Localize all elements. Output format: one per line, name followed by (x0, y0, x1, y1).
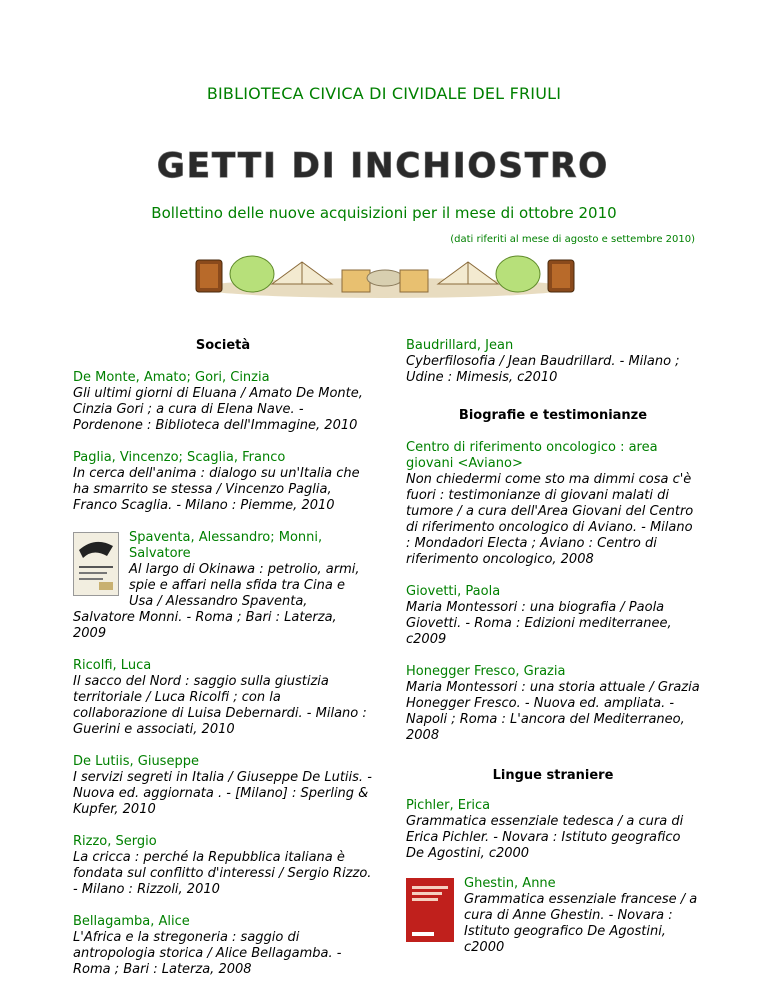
entry-title: Grammatica essenziale tedesca / a cura di Erica Pichler. - Novara : Istituto geografico De Agostini, c2000 (406, 814, 684, 861)
library-name: BIBLIOTECA CIVICA DI CIVIDALE DEL FRIULI (206, 84, 562, 103)
book-cover-okinawa-image (73, 532, 119, 596)
bulletin-subtitle: Bollettino delle nuove acquisizioni per il mese di ottobre 2010 (151, 204, 617, 222)
entry-author: Baudrillard, Jean (406, 338, 514, 353)
list-item (73, 914, 373, 978)
entry-author: Centro di riferimento oncologico : area giovani <Aviano> (406, 440, 658, 471)
entry-author: Paglia, Vincenzo; Scaglia, Franco (73, 450, 286, 465)
list-item (406, 338, 700, 386)
left-column (73, 338, 373, 978)
list-item (73, 658, 373, 738)
list-item (73, 530, 373, 642)
list-item (73, 834, 373, 898)
right-column (406, 338, 700, 956)
getti-di-inchiostro-logo (88, 144, 678, 184)
entry-author: De Monte, Amato; Gori, Cinzia (73, 370, 270, 385)
list-item (73, 370, 373, 434)
entry-title: La cricca : perché la Repubblica italiana è fondata sul conflitto d'interessi / Sergio Rizzo. - Milano : Rizzoli, 2010 (73, 850, 372, 897)
section-heading-biografie: Biografie e testimonianze (458, 408, 648, 423)
entry-title: Maria Montessori : una biografia / Paola Giovetti. - Roma : Edizioni mediterranee, c2009 (406, 600, 672, 647)
entry-author: Rizzo, Sergio (73, 834, 157, 849)
entry-title: Il sacco del Nord : saggio sulla giustizia territoriale / Luca Ricolfi ; con la collaborazione di Luisa Debernardi. - Milano : Guerini e associati, 2010 (73, 674, 367, 737)
book-cover-grammatica-image (406, 878, 454, 942)
list-item (73, 450, 373, 514)
entry-author: Honegger Fresco, Grazia (406, 664, 566, 679)
entry-title: Non chiedermi come sto ma dimmi cosa c'è fuori : testimonianze di giovani malati di tumore / a cura dell'Area Giovani del Centro di riferimento oncologico di Aviano. - Milano : Mondadori Electa ; Aviano : Centro di riferimento oncologico, 2008 (406, 472, 694, 567)
svg-text:GETTI DI INCHIOSTRO: GETTI DI INCHIOSTRO (156, 146, 610, 184)
entry-author: Giovetti, Paola (406, 584, 501, 599)
list-item (406, 798, 700, 862)
entry-title: Cyberfilosofia / Jean Baudrillard. - Milano ; Udine : Mimesis, c2010 (406, 354, 680, 385)
date-note: (dati riferiti al mese di agosto e settembre 2010) (450, 234, 695, 245)
entry-author: Ricolfi, Luca (73, 658, 152, 673)
list-item (406, 584, 700, 648)
entry-title: Gli ultimi giorni di Eluana / Amato De Monte, Cinzia Gori ; a cura di Elena Nave. - Pordenone : Biblioteca dell'Immagine, 2010 (73, 386, 363, 433)
entry-author: Ghestin, Anne (464, 876, 556, 891)
entry-title: Al largo di Okinawa : petrolio, armi, spie e affari nella sfida tra Cina e Usa / Alessandro Spaventa, Salvatore Monni. - Roma ; Bari : Laterza, 2009 (73, 562, 360, 641)
entry-author: Bellagamba, Alice (73, 914, 190, 929)
entry-author: Spaventa, Alessandro; Monni, Salvatore (129, 530, 323, 561)
entry-author: Pichler, Erica (406, 798, 491, 813)
books-banner-image (192, 248, 578, 302)
section-heading-societa: Società (195, 338, 251, 353)
entry-title: Grammatica essenziale francese / a cura di Anne Ghestin. - Novara : Istituto geografico De Agostini, c2000 (464, 892, 698, 955)
entry-title: Maria Montessori : una storia attuale / Grazia Honegger Fresco. - Nuova ed. ampliata. - Napoli ; Roma : L'ancora del Mediterraneo, 2008 (406, 680, 700, 743)
entry-title: In cerca dell'anima : dialogo su un'Italia che ha smarrito se stessa / Vincenzo Paglia, Franco Scaglia. - Milano : Piemme, 2010 (73, 466, 360, 513)
entry-author: De Lutiis, Giuseppe (73, 754, 199, 769)
list-item (406, 876, 700, 956)
list-item (406, 664, 700, 744)
entry-title: L'Africa e la stregoneria : saggio di antropologia storica / Alice Bellagamba. - Roma ; Bari : Laterza, 2008 (73, 930, 342, 977)
list-item (73, 754, 373, 818)
list-item (406, 440, 700, 568)
section-heading-lingue: Lingue straniere (492, 768, 614, 783)
entry-title: I servizi segreti in Italia / Giuseppe De Lutiis. - Nuova ed. aggiornata . - [Milano] : Sperling & Kupfer, 2010 (73, 770, 372, 817)
